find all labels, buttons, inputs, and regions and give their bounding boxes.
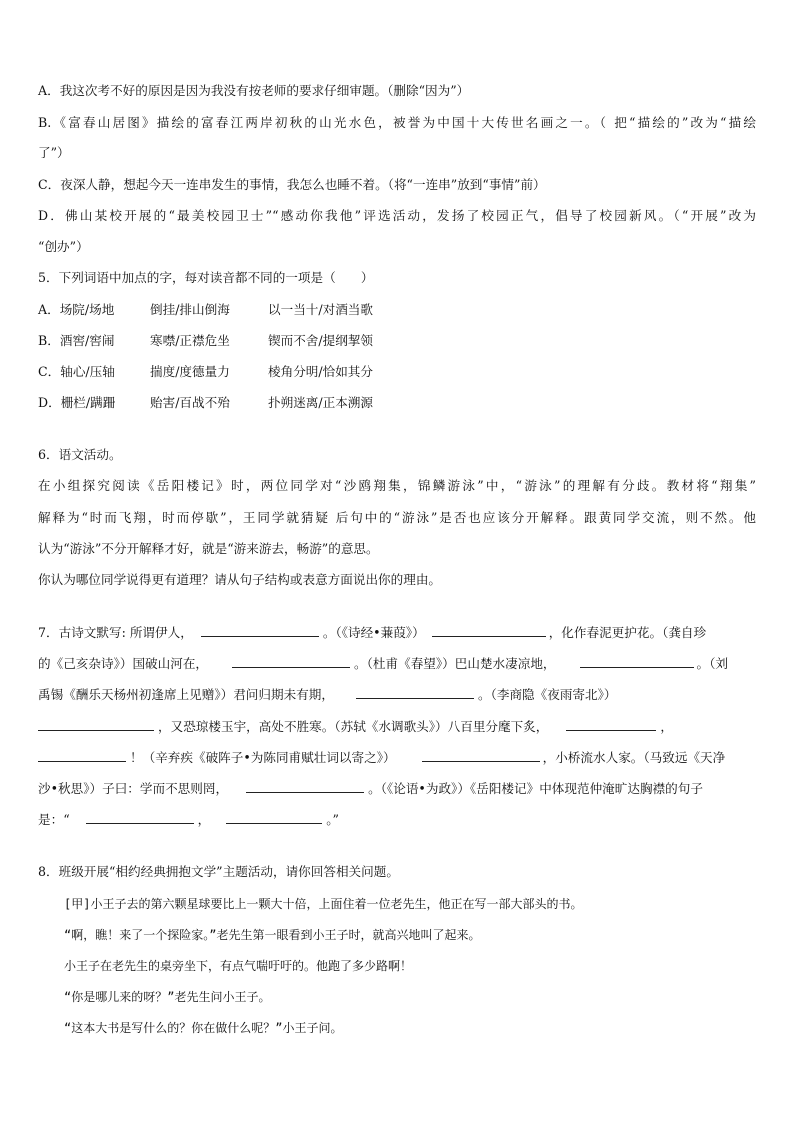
q5-option-a <box>38 302 373 318</box>
q7-text-2a: 的《己亥杂诗》）国破山河在， <box>38 656 209 671</box>
q7-text-3a: 禹锡《酬乐天杨州初逢席上见赠》）君问归期未有期， <box>38 687 334 702</box>
q7-text-7c: 。” <box>326 812 339 827</box>
answer-blank-10[interactable] <box>246 780 364 793</box>
q8-excerpt-para4: “你是哪儿来的呀？”老先生问小王子。 <box>64 990 271 1004</box>
answer-blank-7[interactable] <box>566 718 656 731</box>
q8-excerpt-para1: [甲]小王子去的第六颗星球要比上一颗大十倍，上面住着一位老先生，他正在写一部大部头的书。 <box>64 897 583 911</box>
q7-text-6a: 沙•秋思》）子曰：学而不思则罔， <box>38 781 229 796</box>
q7-text-2b: 。（杜甫《春望》）巴山楚水凄凉地， <box>354 656 556 671</box>
q5-option-d-c2: 贻害/百战不殆 <box>150 395 230 410</box>
q5-option-c-c2: 揣度/度德量力 <box>150 364 230 379</box>
q8-excerpt-para5: “这本大书是写什么的？你在做什么呢？”小王子问。 <box>64 1021 343 1035</box>
q5-option-a-c3: 以一当十/对酒当歌 <box>268 302 373 317</box>
answer-blank-1[interactable] <box>201 624 319 637</box>
q5-option-d-c1: D．栅栏/蹒跚 <box>38 395 116 410</box>
q4-option-b-line2: 了”） <box>38 145 70 160</box>
q4-option-d-line1: D．佛山某校开展的“最美校园卫士”“感动你我他”评选活动，发扬了校园正气，倡导了校园新风。（“开展”改为 <box>38 208 756 223</box>
q7-text-1b: 。（《诗经•蒹葭》） <box>322 625 425 640</box>
q6-text-line4: 你认为哪位同学说得更有道理？请从句子结构或表意方面说出你的理由。 <box>38 572 441 587</box>
q7-line1 <box>38 624 706 641</box>
answer-blank-9[interactable] <box>422 749 540 762</box>
q7-text-4a: ，又恐琼楼玉宇，高处不胜寒。（苏轼《水调歌头》）八百里分麾下炙， <box>158 719 549 734</box>
q4-option-a: A．我这次考不好的原因是因为我没有按老师的要求仔细审题。（删除“因为”） <box>38 83 470 98</box>
q5-stem: 5．下列词语中加点的字，每对读音都不同的一项是（ ） <box>38 270 374 285</box>
q5-option-d-c3: 扑朔迷离/正本溯源 <box>268 395 373 410</box>
q7-text-1c: ，化作春泥更护花。（龚自珍 <box>548 625 707 640</box>
q5-option-c <box>38 364 373 380</box>
q5-option-c-c1: C．轴心/压轴 <box>38 364 115 379</box>
q7-line5 <box>38 749 725 766</box>
answer-blank-12[interactable] <box>226 811 322 824</box>
q7-text-7b: ， <box>197 812 211 827</box>
q4-option-b-line1: B.《富春山居图》描绘的富春江两岸初秋的山光水色，被誉为中国十大传世名画之一。（ 把“描绘的”改为“描绘 <box>38 115 756 130</box>
q8-title: 8．班级开展“相约经典拥抱文学”主题活动，请你回答相关问题。 <box>38 864 399 879</box>
q7-text-6b: 。（《论语•为政》）《岳阳楼记》中体现范仲淹旷达胸襟的句子 <box>368 781 703 796</box>
q4-option-d-line2: “创办”） <box>38 239 89 254</box>
q7-line6 <box>38 780 703 797</box>
q8-excerpt-para3: 小王子在老先生的桌旁坐下，有点气喘吁吁的。他跑了多少路啊！ <box>64 959 413 973</box>
q6-title: 6．语文活动。 <box>38 447 122 462</box>
q6-text-line3: 认为“游泳”不分开解释才好，就是“游来游去，畅游”的意思。 <box>38 541 379 556</box>
q7-text-1a: 7．古诗文默写: 所谓伊人， <box>38 625 193 640</box>
answer-blank-4[interactable] <box>580 655 694 668</box>
q5-option-b-c3: 锲而不舍/提纲挈领 <box>268 333 373 348</box>
q7-text-2c: 。（刘 <box>696 656 729 671</box>
q5-option-b <box>38 333 373 349</box>
q6-text-line2: 解释为“时而飞翔，时而停歇”，王同学就猜疑 后句中的“游泳”是否也应该分开解释。跟黄同学交流，则不然。他 <box>38 510 756 525</box>
q7-text-4b: ， <box>660 719 674 734</box>
q5-option-a-c2: 倒挂/排山倒海 <box>150 302 230 317</box>
answer-blank-3[interactable] <box>232 655 350 668</box>
q4-option-c: C．夜深人静，想起今天一连串发生的事情，我怎么也睡不着。（将“一连串”放到“事情”前） <box>38 177 546 192</box>
q5-option-d <box>38 395 373 411</box>
answer-blank-6[interactable] <box>38 718 154 731</box>
q7-line4 <box>38 718 673 735</box>
q6-text-line1: 在小组探究阅读《岳阳楼记》时，两位同学对“沙鸥翔集，锦鳞游泳”中，“游泳”的理解有分歧。教材将“翔集” <box>38 478 756 493</box>
q7-line3 <box>38 686 617 703</box>
q8-excerpt-para2: “啊，瞧！来了一个探险家。”老先生第一眼看到小王子时，就高兴地叫了起来。 <box>64 928 481 942</box>
answer-blank-5[interactable] <box>356 686 474 699</box>
q7-text-5b: ，小桥流水人家。（马致远《天净 <box>542 750 726 765</box>
q7-line7 <box>38 811 339 828</box>
q5-option-b-c2: 寒噤/正襟危坐 <box>150 333 230 348</box>
q5-option-a-c1: A．场院/场地 <box>38 302 115 317</box>
q5-option-c-c3: 棱角分明/恰如其分 <box>268 364 373 379</box>
q7-text-7a: 是：“ <box>38 812 70 827</box>
q7-line2 <box>38 655 728 672</box>
q5-option-b-c1: B．酒窖/窖闹 <box>38 333 115 348</box>
q7-text-3b: 。（李商隐《夜雨寄北》） <box>477 687 617 702</box>
answer-blank-2[interactable] <box>432 624 546 637</box>
q7-text-5a: ！（辛弃疾《破阵子•为陈同甫赋壮词以寄之》） <box>130 750 396 765</box>
answer-blank-8[interactable] <box>38 749 126 762</box>
answer-blank-11[interactable] <box>86 811 194 824</box>
